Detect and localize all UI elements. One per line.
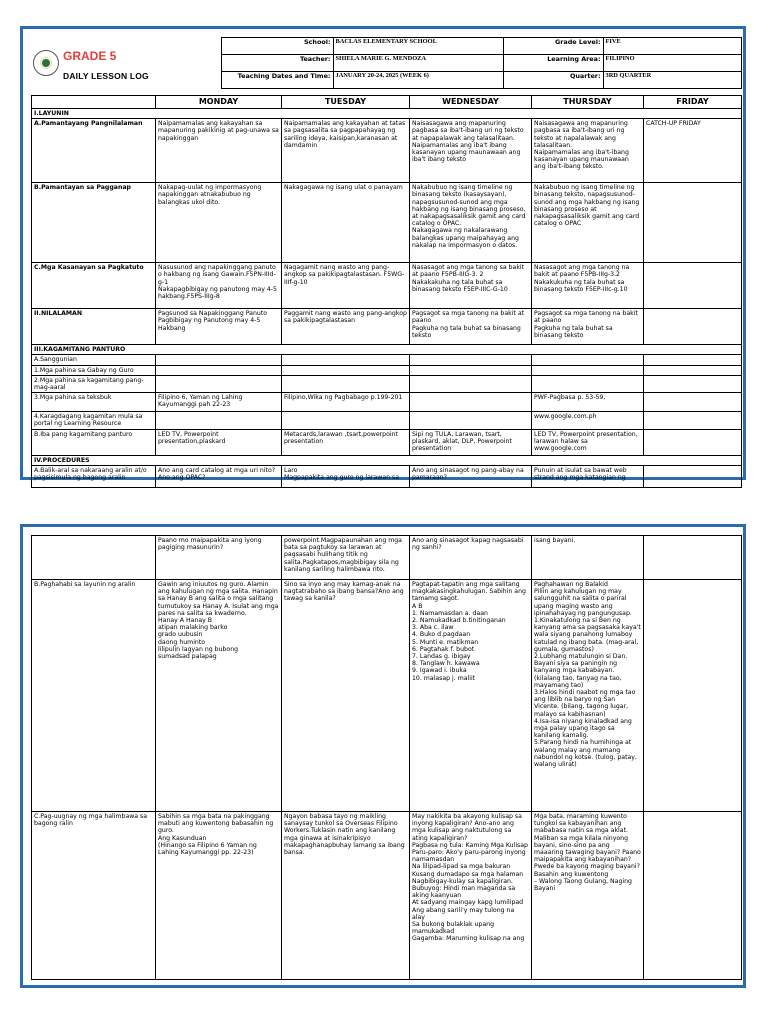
learning-area-value: FILIPINO <box>603 55 741 72</box>
cell-thursday: Nakabubuo ng isang timeline ng binasang teksto, napagsusunod-sunod ang mga hakbang ng isang binasang proseso at nakapagsasaliksik gamit ang card catalog o OPAC <box>532 183 644 263</box>
deped-seal-icon <box>33 50 59 76</box>
cell-tuesday: Sino sa inyo ang may kamag-anak na nagtatrabaho sa ibang bansa?Ano ang tawag sa kanila? <box>282 580 410 812</box>
cell-monday: Nasusunod ang napakinggang panuto o hakbang ng isang Gawain.F5PN-IIId-g-1 Nakapagbibigay ng panutong may 4-5 hakbang.F5PS-IIIg-8 <box>156 263 282 309</box>
learning-area-label: Learning Area: <box>503 55 603 72</box>
row-pamantayang-pangnilalaman <box>32 119 742 183</box>
cell-tuesday: Naipamamalas ang kakayahan at tatas sa pagsasalita sa pagpapahayag ng sariling ideya, kaisipan,karanasan at damdamin <box>282 119 410 183</box>
row-teksbuk <box>32 393 742 412</box>
day-header-empty <box>32 96 156 109</box>
row-label: B.Paghahabi sa layunin ng aralin <box>32 580 156 812</box>
row-pag-uugnay <box>32 812 742 980</box>
cell-monday: Naipamamalas ang kakayahan sa mapanuring pakikinig at pag-unawa sa napakinggan <box>156 119 282 183</box>
row-paghahabi <box>32 580 742 812</box>
cell-wednesday: Ano ang sinasagot ng pang-abay na pamaraan? <box>410 465 532 487</box>
cell-tuesday <box>282 412 410 429</box>
cell-thursday: Naisasagawa ang mapanuring pagbasa sa iba't-ibang uri ng teksto at napalalawak ang talasalitaan. Naipamamalas ang iba't-ibang kasanayan upang maunawaan ang iba't-ibang teksto. <box>532 119 644 183</box>
dates-label: Teaching Dates and Time: <box>221 72 333 89</box>
cell-tuesday: powerpoint.Magpapaunahan ang mga bata sa pagtukoy sa larawan at pagsasabi hulihang titik ng salita.Pagkatapos,magbibigay sila ng kanilang sariling halimbawa rito. <box>282 536 410 580</box>
lesson-log-page-2 <box>20 524 746 988</box>
title-block <box>61 38 221 89</box>
grade-level-value: FIVE <box>603 38 741 55</box>
row-mga-kasanayan <box>32 263 742 309</box>
cell-monday: Filipino 6, Yaman ng Lahing Kayumanggi pah 22-23 <box>156 393 282 412</box>
row-label: II.NILALAMAN <box>32 309 156 345</box>
school-label: School: <box>221 38 333 55</box>
cell-friday <box>644 183 742 263</box>
lesson-table-page-2 <box>31 535 742 980</box>
cell-friday <box>644 263 742 309</box>
section-label: III.KAGAMITANG PANTURO <box>32 345 742 355</box>
cell-friday: CATCH-UP FRIDAY <box>644 119 742 183</box>
row-label: C.Mga Kasanayan sa Pagkatuto <box>32 263 156 309</box>
day-tuesday: TUESDAY <box>282 96 410 109</box>
cell-thursday: isang bayani. <box>532 536 644 580</box>
row-label: A.Balik-aral sa nakaraang aralin at/o pagsisimula ng bagong aralin <box>32 465 156 487</box>
cell-monday: LED TV, Powerpoint presentation,plaskard <box>156 429 282 455</box>
cell-thursday: Pagsagot sa mga tanong na bakit at paano Pagkuha ng tala buhat sa binasang teksto <box>532 309 644 345</box>
row-label: C.Pag-uugnay ng mga halimbawa sa bagong ralin <box>32 812 156 980</box>
row-kagamitang-pang-mag-aaral <box>32 375 742 392</box>
cell-wednesday: Ano ang sinasagot kapag nagsasabi ng sanhi? <box>410 536 532 580</box>
cell-thursday: Nasasagot ang mga tanong na bakit at paano F5PB-IIIg-3.2 Nakakukuha ng tala buhat sa binasang teksto F5EP-IIIc-g.10 <box>532 263 644 309</box>
day-thursday: THURSDAY <box>532 96 644 109</box>
cell-friday <box>644 429 742 455</box>
section-procedures <box>32 455 742 465</box>
cell-tuesday: Laro Magpapakita ang guro ng larawan sa <box>282 465 410 487</box>
cell-wednesday: Pagsagot sa mga tanong na bakit at paano Pagkuha ng tala buhat sa binasang teksto <box>410 309 532 345</box>
cell-friday <box>644 536 742 580</box>
cell-thursday: Mga bata, maraming kuwento tungkol sa kabayanihan ang mababasa natin sa mga aklat. Maliban sa mga kilala ninyong bayani, sino-sino pa ang maaaring tawaging bayani? Paano maipapakita ang kabayanihan? Pwede ba kayong maging bayani? Basahin ang kuwentong – Walong Taong Gulang, Naging Bayani <box>532 812 644 980</box>
lesson-table-page-1 <box>31 95 742 488</box>
cell-thursday: LED TV, Powerpoint presentation, larawan halaw sa www.google.com <box>532 429 644 455</box>
row-sanggunian <box>32 355 742 365</box>
cell-monday: Pagsunod sa Napakinggang Panuto Pagbibigay ng Panutong may 4-5 Hakbang <box>156 309 282 345</box>
cell-monday: Ano ang card catalog at mga uri nito? Ano ang OPAC? <box>156 465 282 487</box>
row-balik-aral-continued <box>32 536 742 580</box>
row-pamantayan-sa-pagganap <box>32 183 742 263</box>
row-balik-aral <box>32 465 742 487</box>
day-monday: MONDAY <box>156 96 282 109</box>
row-label: 4.Karagdagang kagamitan mula sa portal ng Learning Resource <box>32 412 156 429</box>
day-header-row <box>32 96 742 109</box>
cell-friday <box>644 465 742 487</box>
row-gabay-ng-guro <box>32 365 742 375</box>
section-layunin <box>32 109 742 119</box>
cell-tuesday: Filipino,Wika ng Pagbabago p.199-201 <box>282 393 410 412</box>
section-kagamitang-panturo <box>32 345 742 355</box>
cell-tuesday: Nagagamit nang wasto ang pang-angkop sa pakikipagtalastasan. F5WG-IIIf-g-10 <box>282 263 410 309</box>
cell-wednesday: Pagtapat-tapatin ang mga salitang magkakasingkahulugan. Sabihin ang tamamg sagot. A B 1. Namamasdan a. daan 2. Namukadkad b.tinitinganan 3. Aba c. ilaw 4. Buko d.pagdaan 5. Munti e. matikman 6. Pagtahak f. bubot 7. Landas g. ibigay 8. Tanglaw h. kawawa 9. Igawad i. ibuka 10. malasap j. maliit <box>410 580 532 812</box>
day-friday: FRIDAY <box>644 96 742 109</box>
cell-wednesday: Sipi ng TULA, Larawan, tsart, plaskard, aklat, DLP, Powerpoint presentation <box>410 429 532 455</box>
quarter-value: 3RD QUARTER <box>603 72 741 89</box>
cell-friday <box>644 412 742 429</box>
cell-thursday: PWF-Pagbasa p. 53-59, <box>532 393 644 412</box>
cell-monday: Gawin ang iniuutos ng guro. Alamin ang kahulugan ng mga salita. Hanapin sa Hanay B ang salita o mga salitang tumutukoy sa Hanay A. Isulat ang mga pares na salita sa kwaderno. Hanay A Hanay B atipan malaking barko grado uubusin daong huminto lilipulin lagyan ng bubong sumadsad palapag <box>156 580 282 812</box>
cell-friday <box>644 580 742 812</box>
quarter-label: Quarter: <box>503 72 603 89</box>
teacher-value: SHIELA MARIE G. MENDOZA <box>333 55 503 72</box>
grade-level-label: Grade Level: <box>503 38 603 55</box>
cell-monday: Paano mo maipapakita ang iyong pagiging masunurin? <box>156 536 282 580</box>
lesson-log-page-1 <box>20 26 746 480</box>
cell-monday: Nakapag-uulat ng impormasyong napakinggan atnakabubuo ng balangkas ukol dito. <box>156 183 282 263</box>
cell-tuesday: Nakagagawa ng isang ulat o panayam <box>282 183 410 263</box>
header-table <box>31 37 742 89</box>
row-nilalaman <box>32 309 742 345</box>
row-label: 1.Mga pahina sa Gabay ng Guro <box>32 365 156 375</box>
section-label: I.LAYUNIN <box>32 109 742 119</box>
deped-seal-logo <box>31 38 61 89</box>
school-value: BACLAS ELEMENTARY SCHOOL <box>333 38 503 55</box>
cell-tuesday: Ngayon babasa tayo ng maikling sanaysay tunkol sa Overseas Filipino Workers.Tuklasin natin ang kanilang mga ginawa at isinakripisyo makapaghanapbuhay lamang sa ibang bansa. <box>282 812 410 980</box>
dll-title: DAILY LESSON LOG <box>63 70 149 81</box>
row-label: B.Pamantayan sa Pagganap <box>32 183 156 263</box>
cell-friday <box>644 309 742 345</box>
day-wednesday: WEDNESDAY <box>410 96 532 109</box>
teacher-label: Teacher: <box>221 55 333 72</box>
row-label: B.Iba pang kagamitang panturo <box>32 429 156 455</box>
section-label: IV.PROCEDURES <box>32 455 742 465</box>
cell-wednesday: Nasasagot ang mga tanong sa bakit at paano F5PB-IIIG-3. 2 Nakakakuha ng tala buhat sa binasang teksto F5EP-IIIC-G-10 <box>410 263 532 309</box>
cell-monday: Sabihin sa mga bata na pakinggang mabuti ang kuwentong babasahin ng guro. Ang Kasunduan (Hinango sa Filipino 6 Yaman ng Lahing Kayumanggi pp. 22-23) <box>156 812 282 980</box>
row-label: 2.Mga pahina sa kagamitang pang-mag-aaral <box>32 375 156 392</box>
cell-thursday: www.google.com.ph <box>532 412 644 429</box>
row-label: A.Sanggunian <box>32 355 156 365</box>
cell-friday <box>644 393 742 412</box>
dates-value: JANUARY 20-24, 2025 (WEEK 6) <box>333 72 503 89</box>
cell-wednesday: May nakikita ba akayong kulisap sa inyong kapaligiran? Ano-ano ang mga kulisap ang naktutulong sa ating kapaligiran? Pagbasa ng tula: Kaming Mga Kulisap Paru-paro: Ako'y paru-parong inyong namamasdan Na lilipad-lipad sa mga bakuran Kusang dumadapo sa mga halaman Nagbibigay-kulay sa kapaligiran. Bubuyog: Hindi man maganda sa aking kaanyuan At sadyang maingay kapg lumilipad Ang abang sarili'y may tulong na alay Sa bukong bulaklak upang mamukadkad Gagamba: Maruming kulisap na ang <box>410 812 532 980</box>
cell-tuesday: Paggamit nang wasto ang pang-angkop sa pakikipagtalastasan <box>282 309 410 345</box>
cell-thursday: Punuin at isulat sa bawat web strand ang mga katangian ng <box>532 465 644 487</box>
grade-title: GRADE 5 <box>63 48 117 63</box>
row-karagdagang-kagamitan <box>32 412 742 429</box>
cell-wednesday <box>410 412 532 429</box>
cell-wednesday: Naisasagawa ang mapanuring pagbasa sa iba't-ibang uri ng teksto at napapalawak ang talasalitaan. Naipamamalas ang iba't ibang kasanayan upang maunawaan ang iba't ibang teksto <box>410 119 532 183</box>
cell-tuesday: Metacards,larawan ,tsart,powerpoint presentation <box>282 429 410 455</box>
cell-wednesday <box>410 393 532 412</box>
cell-monday <box>156 412 282 429</box>
cell-thursday: Paghahawan ng Balakid Piliin ang kahulugan ng may salungguhit na salita o pariral upang maging wasto ang ipinahahayag ng pangungusap. 1.Kinakatulong na si Ben ng kanyang ama sa pagsasaka kaya't wala siyang panahong lumaboy katulad ng ibang bata. (mag-aral, gumala, gumastos) 2.Lubhang matulungin si Dan. Bayani siya sa paningin ng kanyang mga kababayan. (kilalang tao, tanyag na tao, mayamang tao) 3.Halos hindi naabot ng mga tao ang liblib na baryo ng San Vicente. (bilang, tagong lugar, malayo sa kabihasnan) 4.Isa-isa niyang kinaladkad ang mga palay upang itago sa kanilang kamalig. 5.Parang hindi na humihinga at walang malay ang mamang nabundol ng kotse. (tulog, patay, walang ulirat) <box>532 580 644 812</box>
row-label: A.Pamantayang Pangnilalaman <box>32 119 156 183</box>
row-label: 3.Mga pahina sa teksbuk <box>32 393 156 412</box>
row-iba-pang-kagamitan <box>32 429 742 455</box>
cell-wednesday: Nakabubuo ng isang timeline ng binasang teksto (kasaysayan), napagsusunod-sunod ang mga hakbang ng isang binasang proseso, at nakapagsasaliksik gamit ang card catalog o OPAC. Nakagagawa ng nakalarawang balangkas upang maipahayag ang nakalap na impormasyon o datos. <box>410 183 532 263</box>
cell-friday <box>644 812 742 980</box>
